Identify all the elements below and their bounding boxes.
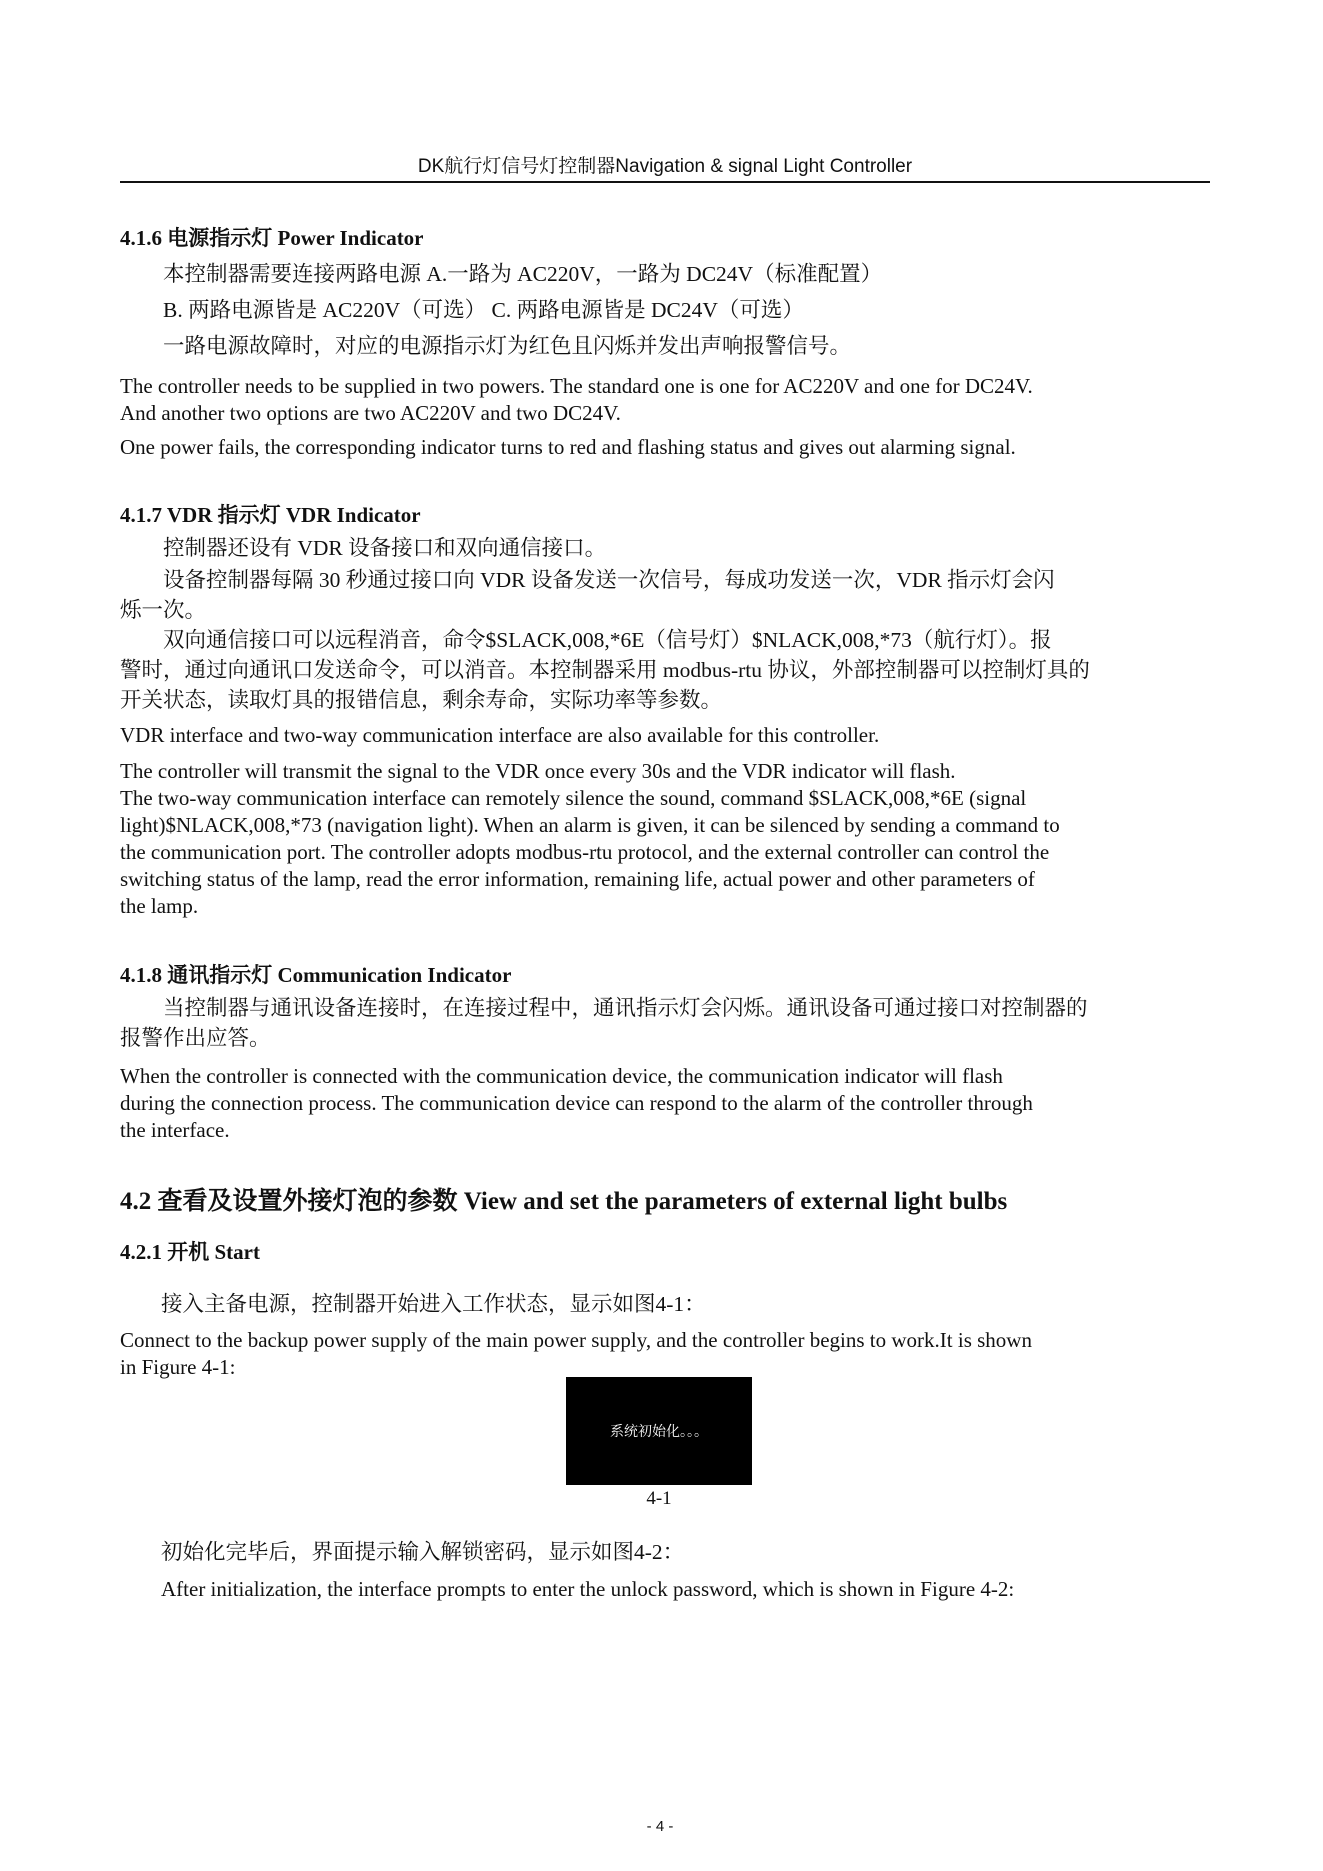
text-line: 报警作出应答。 xyxy=(120,1026,271,1050)
section-heading-4-1-8: 4.1.8 通讯指示灯 Communication Indicator xyxy=(120,963,512,987)
text-line: 烁一次。 xyxy=(120,598,207,622)
section-heading-4-2-1: 4.2.1 开机 Start xyxy=(120,1240,260,1264)
text-line: When the controller is connected with the communication device, the communication indicator will flash xyxy=(120,1064,1003,1088)
text-line: during the connection process. The communication device can respond to the alarm of the controller through xyxy=(120,1091,1033,1115)
paragraph-en xyxy=(120,758,1210,920)
paragraph-zh xyxy=(120,625,1210,715)
header-rule xyxy=(120,181,1210,183)
paragraph-en xyxy=(120,1327,1210,1381)
text-line: the lamp. xyxy=(120,894,199,918)
text-line: The two-way communication interface can remotely silence the sound, command $SLACK,008,*6E (signal xyxy=(120,786,1027,810)
paragraph-zh: 接入主备电源，控制器开始进入工作状态，显示如图4-1： xyxy=(161,1292,706,1316)
text-line: the interface. xyxy=(120,1118,230,1142)
section-heading-4-1-6: 4.1.6 电源指示灯 Power Indicator xyxy=(120,226,424,250)
paragraph-zh: 初始化完毕后，界面提示输入解锁密码，显示如图4-2： xyxy=(161,1540,685,1564)
paragraph-zh xyxy=(120,565,1210,625)
section-heading-4-2: 4.2 查看及设置外接灯泡的参数 View and set the parameters of external light bulbs xyxy=(120,1188,1008,1215)
paragraph-en xyxy=(120,1063,1210,1144)
paragraph-zh: B. 两路电源皆是 AC220V（可选） C. 两路电源皆是 DC24V（可选） xyxy=(163,298,804,322)
text-line: 警时，通过向通讯口发送命令，可以消音。本控制器采用 modbus-rtu 协议，外部控制器可以控制灯具的 xyxy=(120,658,1090,682)
text-line: The controller needs to be supplied in two powers. The standard one is one for AC220V and one for DC24V. xyxy=(120,374,1033,398)
paragraph-en: VDR interface and two-way communication interface are also available for this controller. xyxy=(120,723,880,747)
figure-caption: 4-1 xyxy=(646,1488,672,1509)
text-line: 双向通信接口可以远程消音，命令$SLACK,008,*6E（信号灯）$NLACK,008,*73（航行灯）。报 xyxy=(163,628,1052,652)
paragraph-zh: 控制器还设有 VDR 设备接口和双向通信接口。 xyxy=(163,536,607,560)
text-line: in Figure 4-1: xyxy=(120,1355,236,1379)
text-line: The controller will transmit the signal to the VDR once every 30s and the VDR indicator will flash. xyxy=(120,759,956,783)
page-number: - 4 - xyxy=(646,1818,674,1835)
paragraph-en: One power fails, the corresponding indicator turns to red and flashing status and gives out alarming signal. xyxy=(120,435,1016,459)
text-line: light)$NLACK,008,*73 (navigation light). When an alarm is given, it can be silenced by sending a command to xyxy=(120,813,1060,837)
section-heading-4-1-7: 4.1.7 VDR 指示灯 VDR Indicator xyxy=(120,503,421,527)
text-line: switching status of the lamp, read the error information, remaining life, actual power and other parameters of xyxy=(120,867,1035,891)
text-line: 设备控制器每隔 30 秒通过接口向 VDR 设备发送一次信号，每成功发送一次，VDR 指示灯会闪 xyxy=(163,568,1055,592)
text-line: the communication port. The controller adopts modbus-rtu protocol, and the external controller can control the xyxy=(120,840,1050,864)
figure-screen-text: 系统初始化。。。 xyxy=(610,1424,708,1440)
running-header: DK航行灯信号灯控制器Navigation & signal Light Controller xyxy=(417,156,913,177)
text-line: 开关状态，读取灯具的报错信息，剩余寿命，实际功率等参数。 xyxy=(120,688,723,712)
text-line: And another two options are two AC220V and two DC24V. xyxy=(120,401,621,425)
figure-4-1-screen xyxy=(566,1377,752,1485)
text-line: Connect to the backup power supply of the main power supply, and the controller begins to work.It is shown xyxy=(120,1328,1032,1352)
paragraph-en xyxy=(120,373,1210,427)
paragraph-zh xyxy=(120,993,1210,1053)
text-line: 当控制器与通讯设备连接时，在连接过程中，通讯指示灯会闪烁。通讯设备可通过接口对控制器的 xyxy=(163,996,1088,1020)
paragraph-zh: 本控制器需要连接两路电源 A.一路为 AC220V，一路为 DC24V（标准配置） xyxy=(163,262,883,286)
paragraph-en: After initialization, the interface prompts to enter the unlock password, which is shown in Figure 4-2: xyxy=(161,1577,1015,1601)
paragraph-zh: 一路电源故障时，对应的电源指示灯为红色且闪烁并发出声响报警信号。 xyxy=(163,334,852,358)
